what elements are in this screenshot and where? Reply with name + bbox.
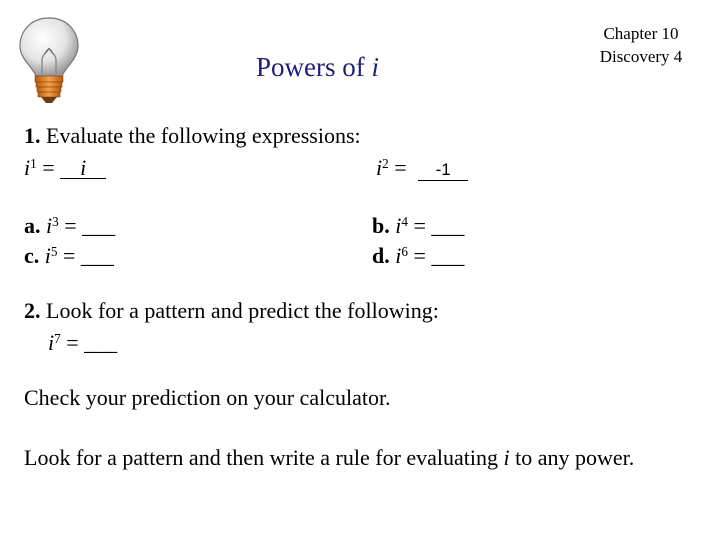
blank-d: ___	[431, 243, 465, 268]
question-1	[24, 123, 361, 149]
light-bulb-icon	[14, 14, 84, 106]
question-1-number: 1.	[24, 123, 41, 148]
chapter-label	[578, 22, 704, 68]
discovery-number: Discovery 4	[599, 47, 683, 66]
page-title	[256, 52, 379, 83]
question-2-number: 2.	[24, 298, 41, 323]
answer-i2: -1	[418, 160, 468, 181]
blank-b: ___	[431, 213, 465, 238]
expression-i7: $i^7$ = ___	[48, 330, 118, 355]
expression-i1: $i^1 = i$	[24, 155, 106, 181]
answer-i1: i	[60, 158, 106, 179]
blank-i7: ___	[84, 330, 118, 355]
rule-instruction: Look for a pattern and then write a rule for evaluating i to any power.	[24, 445, 635, 470]
question-2-text: Look for a pattern and predict the following:	[46, 298, 439, 323]
question-1-text: Evaluate the following expressions:	[46, 123, 361, 148]
title-prefix: Powers of	[256, 52, 365, 82]
blank-c: ___	[80, 243, 114, 268]
expression-d: d. $i^6$ = ___	[372, 243, 465, 268]
expression-c: c. $i^5$ = ___	[24, 243, 114, 268]
expression-i2: $i^2 = -1$	[376, 155, 468, 181]
question-2	[24, 298, 439, 324]
title-variable: i	[371, 52, 380, 82]
blank-a: ___	[82, 213, 116, 238]
expression-b: b. $i^4$ = ___	[372, 213, 465, 238]
check-instruction: Check your prediction on your calculator.	[24, 385, 391, 410]
chapter-number: Chapter 10	[603, 24, 679, 43]
expression-a: a. $i^3$ = ___	[24, 213, 116, 238]
